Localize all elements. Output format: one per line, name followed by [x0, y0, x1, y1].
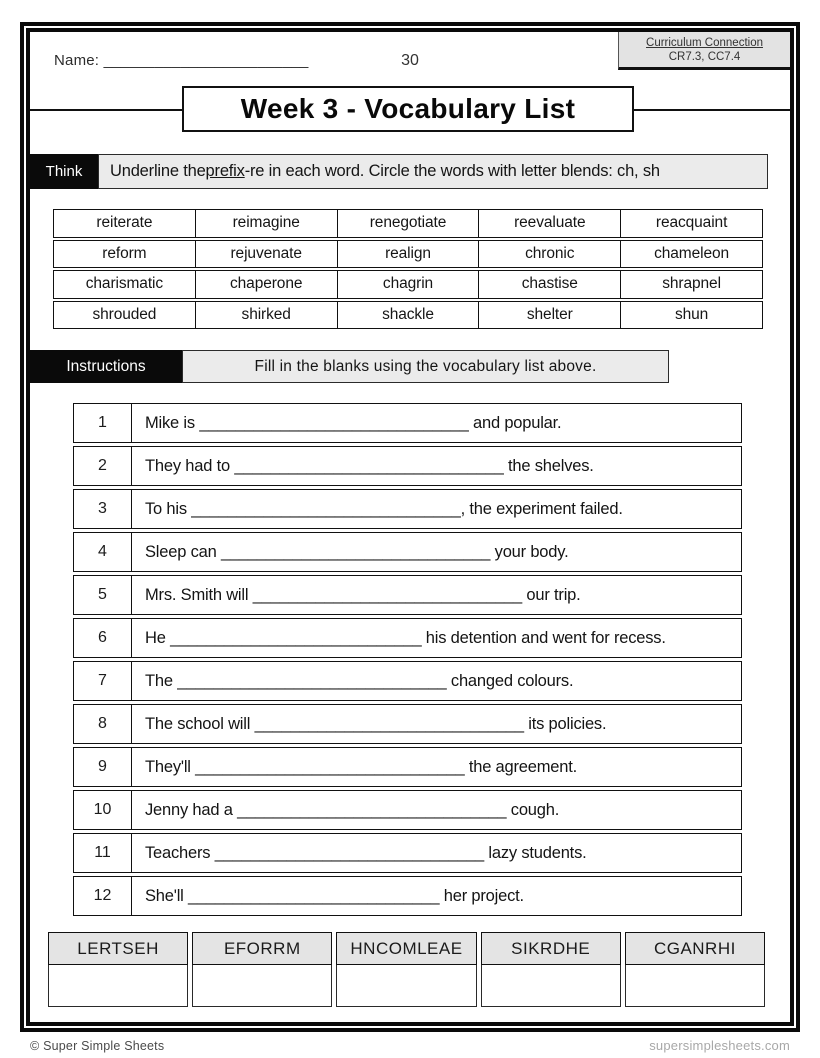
unscramble-answer-cell	[336, 965, 476, 1007]
think-instruction-pre: Underline the	[110, 162, 206, 180]
vocab-word: chaperone	[195, 271, 337, 298]
sentence-number: 5	[74, 576, 132, 614]
vocab-word: reevaluate	[478, 210, 620, 237]
vocab-word: chagrin	[337, 271, 479, 298]
vocab-word: realign	[337, 241, 479, 268]
sentence-row	[73, 446, 742, 486]
sentence-row	[73, 618, 742, 658]
sentence-text: Mrs. Smith will ______________________________ our trip.	[145, 585, 581, 604]
sentence-text: Sleep can ______________________________ your body.	[145, 542, 569, 561]
unscramble-table	[48, 932, 765, 1007]
sentence-number: 9	[74, 748, 132, 786]
vocab-word: rejuvenate	[195, 241, 337, 268]
sentence-row	[73, 575, 742, 615]
sentence-number: 11	[74, 834, 132, 872]
vocab-word: shrapnel	[620, 271, 762, 298]
sentence-row	[73, 747, 742, 787]
sentence-number: 12	[74, 877, 132, 915]
vocab-word: shelter	[478, 302, 620, 329]
sentence-number: 8	[74, 705, 132, 743]
sentence-row	[73, 489, 742, 529]
vocab-word: shun	[620, 302, 762, 329]
think-label: Think	[30, 154, 98, 189]
worksheet-title-box	[182, 86, 634, 132]
vocab-word: chastise	[478, 271, 620, 298]
scrambled-word: CGANRHI	[625, 932, 765, 965]
scrambled-word: SIKRDHE	[481, 932, 621, 965]
scrambled-word: HNCOMLEAE	[336, 932, 476, 965]
vocab-word: chronic	[478, 241, 620, 268]
vocab-word: shackle	[337, 302, 479, 329]
sentence-text: Mike is ______________________________ and popular.	[145, 413, 562, 432]
think-instruction-underlined-word: prefix	[205, 162, 245, 180]
curriculum-codes: CR7.3, CC7.4	[668, 51, 741, 63]
sentence-number: 6	[74, 619, 132, 657]
sentence-number: 3	[74, 490, 132, 528]
sentence-text: To his ______________________________, the experiment failed.	[145, 499, 623, 518]
sentence-number: 7	[74, 662, 132, 700]
fill-in-blanks-table	[73, 403, 742, 916]
name-blank: ________________________	[103, 52, 309, 69]
vocab-word: reform	[102, 244, 147, 262]
sentence-row	[73, 403, 742, 443]
sentence-text: The ______________________________ changed colours.	[145, 671, 574, 690]
sentence-text: She'll ____________________________ her project.	[145, 886, 524, 905]
unscramble-answer-cell	[192, 965, 332, 1007]
curriculum-title: Curriculum Connection	[646, 37, 763, 49]
vocab-row	[53, 270, 763, 299]
vocab-word: charismatic	[85, 275, 164, 293]
sentence-text: They'll ______________________________ the agreement.	[145, 757, 578, 776]
sentence-row	[73, 876, 742, 916]
worksheet-title: Week 3 - Vocabulary List	[240, 93, 576, 124]
footer-website: supersimplesheets.com	[649, 1038, 790, 1053]
page-number: 30	[401, 52, 419, 69]
sentence-row	[73, 790, 742, 830]
sentence-number: 4	[74, 533, 132, 571]
sentence-number: 10	[74, 791, 132, 829]
think-instruction-post: -re in each word. Circle the words with letter blends: ch, sh	[244, 162, 660, 180]
vocab-word: reimagine	[195, 210, 337, 237]
unscramble-answer-cell	[48, 965, 188, 1007]
sentence-number: 2	[74, 447, 132, 485]
vocab-word: shrouded	[92, 305, 157, 323]
instructions-row	[30, 350, 669, 383]
sentence-row	[73, 661, 742, 701]
page-inner-frame	[26, 28, 794, 1026]
vocab-word: reacquaint	[620, 210, 762, 237]
instructions-label: Instructions	[30, 350, 182, 383]
page-footer	[30, 1038, 790, 1053]
vocab-row	[53, 209, 763, 238]
scrambled-word: LERTSEH	[48, 932, 188, 965]
sentence-row	[73, 532, 742, 572]
sentence-text: Jenny had a ______________________________ cough.	[145, 800, 560, 819]
sentence-text: He ____________________________ his detention and went for recess.	[145, 628, 666, 647]
sentence-row	[73, 833, 742, 873]
think-row	[30, 154, 768, 189]
footer-copyright: © Super Simple Sheets	[30, 1038, 165, 1053]
vocab-row	[53, 240, 763, 269]
page-frame	[20, 22, 800, 1032]
sentence-number: 1	[74, 404, 132, 442]
vocab-row	[53, 301, 763, 330]
vocab-word: renegotiate	[337, 210, 479, 237]
unscramble-answer-cell	[481, 965, 621, 1007]
instructions-text: Fill in the blanks using the vocabulary list above.	[182, 350, 669, 383]
name-label: Name:	[54, 52, 100, 69]
vocab-word: shirked	[195, 302, 337, 329]
sentence-text: The school will ______________________________ its policies.	[145, 714, 607, 733]
vocab-word: chameleon	[620, 241, 762, 268]
curriculum-connection-box	[618, 32, 790, 70]
scrambled-word: EFORRM	[192, 932, 332, 965]
sentence-text: They had to ______________________________ the shelves.	[145, 456, 594, 475]
vocab-word: reiterate	[96, 214, 153, 232]
think-instruction	[98, 154, 768, 189]
sentence-row	[73, 704, 742, 744]
unscramble-answer-cell	[625, 965, 765, 1007]
sentence-text: Teachers ______________________________ lazy students.	[145, 843, 587, 862]
vocabulary-table	[53, 209, 763, 329]
